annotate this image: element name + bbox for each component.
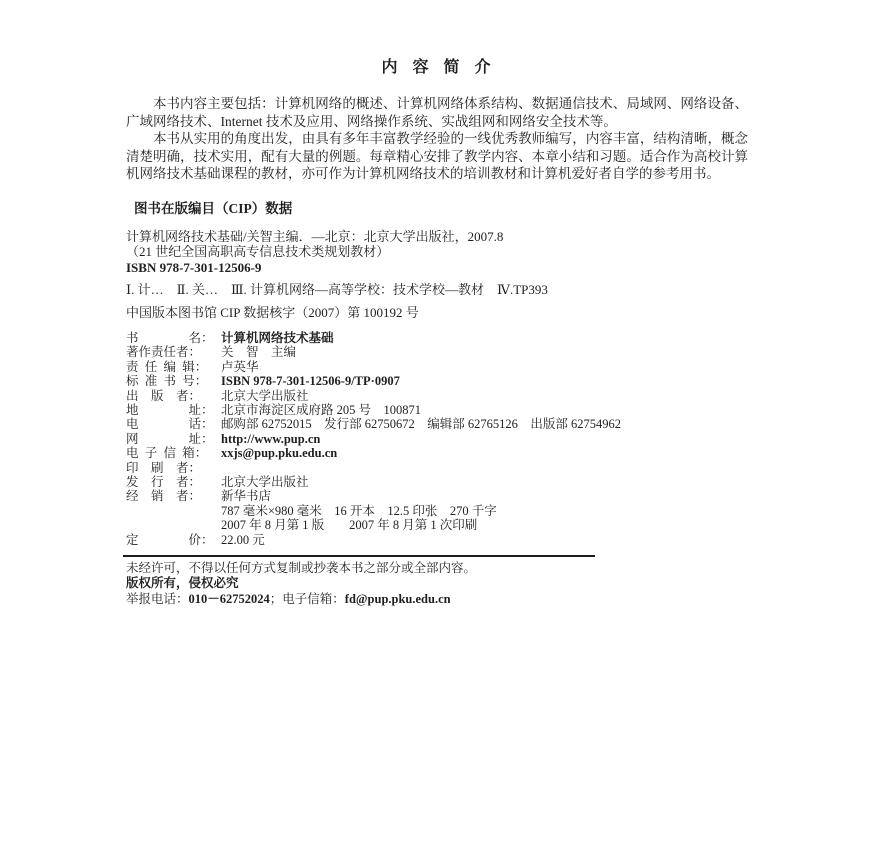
colophon-label: 网 址： [126,431,214,446]
report-phone-number: 010－62752024 [188,591,270,606]
colophon-label: 经 销 者： [126,489,202,504]
colophon-label: 书 名： [126,331,214,345]
colophon-value: 2007 年 8 月第 1 版 2007 年 8 月第 1 次印刷 [221,518,478,533]
colophon-label: 电 话： [126,417,214,432]
colophon-row-format [126,504,748,518]
cip-classification-line: Ⅰ. 计… Ⅱ. 关… Ⅲ. 计算机网络—高等学校：技术学校—教材 Ⅳ.TP393 [126,282,548,297]
colophon-row-author [126,345,748,359]
colophon-label: 发 行 者： [126,475,202,490]
cip-title-line: 计算机网络技术基础/关智主编．—北京：北京大学出版社，2007.8 [126,228,504,244]
colophon-row-distributor [126,475,748,489]
colophon-row-email [126,446,748,460]
colophon-label: 出 版 者： [126,388,202,403]
colophon-row-website [126,432,748,446]
cip-series-line: （21 世纪全国高职高专信息技术类规划教材） [126,244,390,259]
colophon-row-printer [126,461,748,475]
colophon-row-isbn [126,374,748,388]
cip-entry [126,229,748,276]
cip-record-line: 中国版本图书馆 CIP 数据核字（2007）第 100192 号 [126,304,419,320]
content-summary-section [126,95,748,183]
copyright-notice-section [126,561,748,607]
cip-isbn-line: ISBN 978-7-301-12506-9 [126,259,262,275]
colophon-row-seller [126,489,748,503]
page-content [126,54,748,607]
summary-title: 内 容 简 介 [381,59,493,76]
colophon-section [126,331,748,547]
colophon-value: 关 智 主编 [221,345,297,360]
notice-rights-line: 版权所有，侵权必究 [126,576,239,591]
colophon-row-title [126,331,748,345]
colophon-value: http://www.pup.cn [221,431,321,446]
colophon-row-publisher [126,389,748,403]
colophon-label: 地 址： [126,403,214,418]
report-email-label: ；电子信箱： [269,591,345,606]
colophon-row-edition [126,518,748,532]
colophon-value: 北京大学出版社 [221,388,309,403]
colophon-label: 标 准 书 号： [126,374,208,389]
colophon-value: 22.00 元 [221,532,265,547]
colophon-row-phone [126,417,748,431]
colophon-label: 定 价： [126,532,214,547]
report-phone-label: 举报电话： [126,591,189,606]
colophon-label: 电 子 信 箱： [126,446,208,461]
colophon-value: 新华书店 [221,489,272,504]
notice-permission-line: 未经许可，不得以任何方式复制或抄袭本书之部分或全部内容。 [126,561,477,576]
report-email-address: fd@pup.pku.edu.cn [344,591,451,606]
colophon-value: 北京市海淀区成府路 205 号 100871 [221,403,422,418]
divider-rule [123,555,595,557]
colophon-value: xxjs@pup.pku.edu.cn [221,446,338,461]
colophon-value: 卢英华 [221,359,259,374]
colophon-value: 787 毫米×980 毫米 16 开本 12.5 印张 270 千字 [221,503,497,518]
colophon-row-editor [126,360,748,374]
colophon-value: 北京大学出版社 [221,475,309,490]
summary-paragraph: 本书内容主要包括：计算机网络的概述、计算机网络体系结构、数据通信技术、局域网、网络设备、广域网络技术、Internet 技术及应用、网络操作系统、实战组网和网络安全技术等。 [126,96,748,129]
colophon-row-address [126,403,748,417]
summary-paragraph: 本书从实用的角度出发，由具有多年丰富教学经验的一线优秀教师编写，内容丰富，结构清晰，概念清楚明确，技术实用，配有大量的例题。每章精心安排了教学内容、本章小结和习题。适合作为高校计算机网络技术基础课程的教材，亦可作为计算机网络技术的培训教材和计算机爱好者自学的参考用书。 [126,131,748,181]
cip-data-section [126,197,748,321]
colophon-label: 著作责任者： [126,345,202,360]
colophon-row-price [126,533,748,547]
colophon-value: 邮购部 62752015 发行部 62750672 编辑部 62765126 出版部 62754962 [221,417,622,432]
notice-report-line [126,592,748,607]
colophon-value: ISBN 978-7-301-12506-9/TP·0907 [221,374,400,389]
cip-heading: 图书在版编目（CIP）数据 [134,200,293,216]
colophon-value: 计算机网络技术基础 [221,331,334,345]
colophon-label: 责 任 编 辑： [126,359,208,374]
colophon-label: 印 刷 者： [126,460,202,475]
